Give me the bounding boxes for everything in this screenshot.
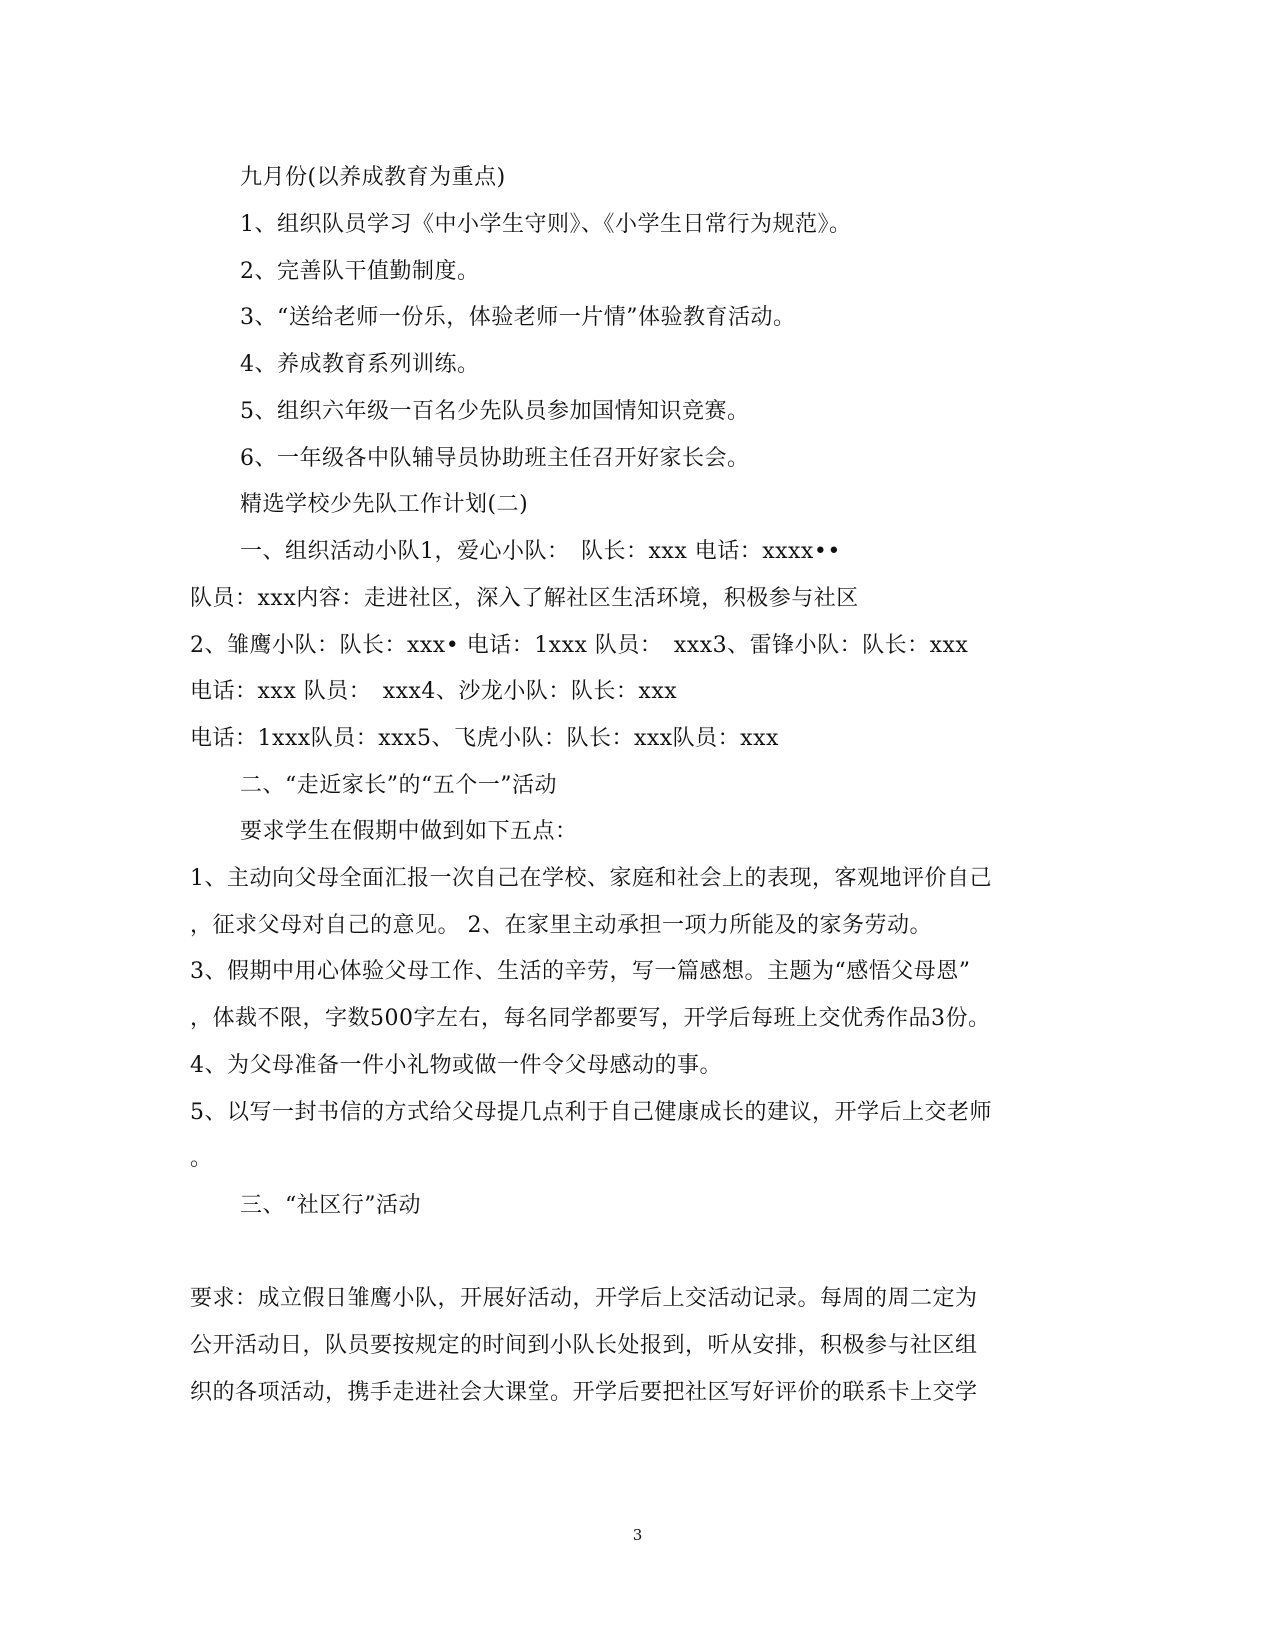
text-line: 要求学生在假期中做到如下五点： bbox=[240, 819, 578, 844]
text-line: 一、组织活动小队1，爱心小队： 队长：xxx 电话：xxxx•• bbox=[240, 539, 841, 564]
section-title: 精选学校少先队工作计划(二) bbox=[240, 492, 529, 517]
text-line: 5、以写一封书信的方式给父母提几点利于自己健康成长的建议，开学后上交老师 bbox=[190, 1100, 992, 1125]
subheading: 三、“社区行”活动 bbox=[240, 1193, 421, 1218]
text-line: 3、假期中用心体验父母工作、生活的辛劳，写一篇感想。主题为“感悟父母恩” bbox=[190, 959, 971, 984]
text-line: ，征求父母对自己的意见。 2、在家里主动承担一项力所能及的家务劳动。 bbox=[190, 913, 932, 938]
text-line: ，体裁不限，字数500字左右，每名同学都要写，开学后每班上交优秀作品3份。 bbox=[190, 1006, 991, 1031]
text-line: 1、主动向父母全面汇报一次自己在学校、家庭和社会上的表现，客观地评价自己 bbox=[190, 866, 992, 891]
text-line: 织的各项活动，携手走进社会大课堂。开学后要把社区写好评价的联系卡上交学 bbox=[190, 1380, 978, 1405]
heading-september: 九月份(以养成教育为重点) bbox=[240, 165, 506, 190]
text-line: 1、组织队员学习《中小学生守则》、《小学生日常行为规范》。 bbox=[240, 212, 852, 237]
text-line: 公开活动日，队员要按规定的时间到小队长处报到，听从安排，积极参与社区组 bbox=[190, 1333, 978, 1358]
text-line: 电话：1xxx队员：xxx5、飞虎小队：队长：xxx队员：xxx bbox=[190, 726, 779, 751]
subheading: 二、“走近家长”的“五个一”活动 bbox=[240, 773, 557, 798]
page-number: 3 bbox=[632, 1526, 643, 1544]
text-line: 3、“送给老师一份乐，体验老师一片情”体验教育活动。 bbox=[240, 305, 796, 330]
text-line: 队员：xxx内容：走进社区，深入了解社区生活环境，积极参与社区 bbox=[190, 586, 859, 611]
text-line: 电话：xxx 队员： xxx4、沙龙小队：队长：xxx bbox=[190, 679, 678, 704]
text-line: 6、一年级各中队辅导员协助班主任召开好家长会。 bbox=[240, 446, 750, 471]
text-line: 。 bbox=[190, 1146, 213, 1171]
text-line: 2、完善队干值勤制度。 bbox=[240, 259, 480, 284]
text-line: 4、养成教育系列训练。 bbox=[240, 352, 480, 377]
text-line: 要求：成立假日雏鹰小队，开展好活动，开学后上交活动记录。每周的周二定为 bbox=[190, 1286, 978, 1311]
text-line: 5、组织六年级一百名少先队员参加国情知识竞赛。 bbox=[240, 399, 750, 424]
text-line: 2、雏鹰小队：队长：xxx• 电话：1xxx 队员： xxx3、雷锋小队：队长：xxx bbox=[190, 633, 969, 658]
text-line: 4、为父母准备一件小礼物或做一件令父母感动的事。 bbox=[190, 1053, 722, 1078]
